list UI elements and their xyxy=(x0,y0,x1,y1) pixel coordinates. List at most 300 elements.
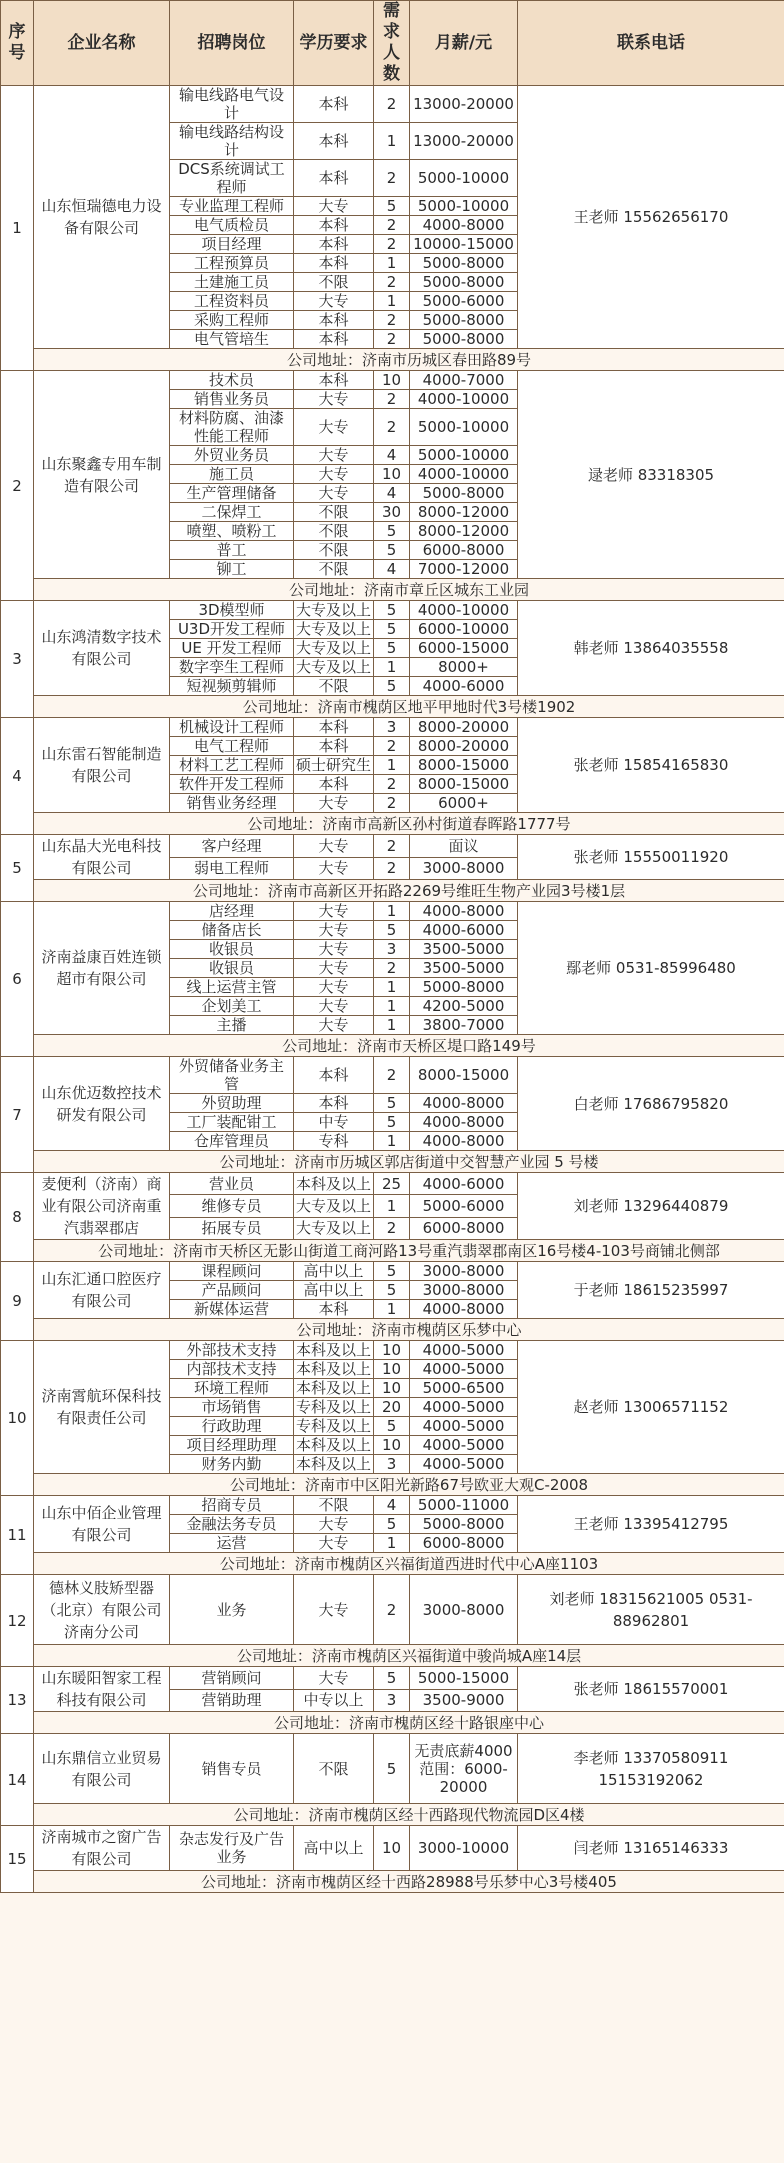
job-salary: 6000-10000 xyxy=(410,620,518,639)
job-education: 本科 xyxy=(294,311,374,330)
job-education: 大专 xyxy=(294,997,374,1016)
job-count: 5 xyxy=(374,677,410,696)
job-education: 专科 xyxy=(294,1132,374,1151)
job-count: 30 xyxy=(374,503,410,522)
job-salary: 4000-6000 xyxy=(410,677,518,696)
job-salary: 8000-15000 xyxy=(410,756,518,775)
job-education: 本科及以上 xyxy=(294,1455,374,1474)
company-seq: 5 xyxy=(1,835,34,902)
company-address: 公司地址：济南市槐荫区经十路银座中心 xyxy=(34,1712,784,1734)
job-title: 电气质检员 xyxy=(170,216,294,235)
job-salary: 5000-15000 xyxy=(410,1667,518,1690)
header-position: 招聘岗位 xyxy=(170,1,294,86)
job-title: 产品顾问 xyxy=(170,1281,294,1300)
job-count: 2 xyxy=(374,86,410,123)
job-education: 本科及以上 xyxy=(294,1360,374,1379)
job-education: 大专 xyxy=(294,1575,374,1645)
company-contact: 于老师 18615235997 xyxy=(518,1262,784,1319)
job-education: 大专 xyxy=(294,1016,374,1035)
job-salary: 4000-8000 xyxy=(410,1113,518,1132)
job-title: 营销助理 xyxy=(170,1689,294,1712)
company-address: 公司地址：济南市槐荫区兴福街道西进时代中心A座1103 xyxy=(34,1553,784,1575)
job-salary: 13000-20000 xyxy=(410,123,518,160)
company-name: 德林义肢矫型器（北京）有限公司济南分公司 xyxy=(34,1575,170,1645)
job-title: 普工 xyxy=(170,541,294,560)
job-title: 储备店长 xyxy=(170,921,294,940)
job-education: 本科 xyxy=(294,775,374,794)
company-address: 公司地址：济南市槐荫区经十西路现代物流园D区4楼 xyxy=(34,1804,784,1826)
job-count: 3 xyxy=(374,1455,410,1474)
job-title: 企划美工 xyxy=(170,997,294,1016)
company-name: 山东暖阳智家工程科技有限公司 xyxy=(34,1667,170,1712)
address-row xyxy=(1,813,784,835)
job-title: 项目经理助理 xyxy=(170,1436,294,1455)
job-salary: 4000-5000 xyxy=(410,1455,518,1474)
job-title: 短视频剪辑师 xyxy=(170,677,294,696)
job-education: 不限 xyxy=(294,677,374,696)
job-count: 5 xyxy=(374,522,410,541)
job-count: 1 xyxy=(374,292,410,311)
job-education: 大专 xyxy=(294,794,374,813)
job-title: 二保焊工 xyxy=(170,503,294,522)
job-education: 本科及以上 xyxy=(294,1436,374,1455)
company-contact: 闫老师 13165146333 xyxy=(518,1826,784,1871)
company-name: 山东中佰企业管理有限公司 xyxy=(34,1496,170,1553)
job-education: 大专 xyxy=(294,835,374,858)
job-salary: 5000-10000 xyxy=(410,446,518,465)
job-education: 本科 xyxy=(294,1300,374,1319)
job-count: 20 xyxy=(374,1398,410,1417)
job-count: 5 xyxy=(374,639,410,658)
job-salary: 5000-8000 xyxy=(410,1515,518,1534)
job-count: 2 xyxy=(374,160,410,197)
job-education: 大专 xyxy=(294,978,374,997)
address-row xyxy=(1,1151,784,1173)
company-address: 公司地址：济南市历城区郭店街道中交智慧产业园 5 号楼 xyxy=(34,1151,784,1173)
address-row xyxy=(1,1240,784,1262)
job-title: U3D开发工程师 xyxy=(170,620,294,639)
job-count: 10 xyxy=(374,1341,410,1360)
job-salary: 6000-15000 xyxy=(410,639,518,658)
job-count: 5 xyxy=(374,1667,410,1690)
header-seq: 序号 xyxy=(1,1,34,86)
job-salary: 4200-5000 xyxy=(410,997,518,1016)
job-salary: 7000-12000 xyxy=(410,560,518,579)
job-education: 大专 xyxy=(294,959,374,978)
company-address: 公司地址：济南市槐荫区乐梦中心 xyxy=(34,1319,784,1341)
job-row xyxy=(1,1667,784,1690)
job-title: 项目经理 xyxy=(170,235,294,254)
company-address: 公司地址：济南市天桥区堤口路149号 xyxy=(34,1035,784,1057)
company-seq: 2 xyxy=(1,371,34,601)
job-title: 材料防腐、油漆性能工程师 xyxy=(170,409,294,446)
job-count: 2 xyxy=(374,959,410,978)
address-row xyxy=(1,1474,784,1496)
job-education: 大专及以上 xyxy=(294,620,374,639)
job-education: 大专 xyxy=(294,1667,374,1690)
job-education: 专科及以上 xyxy=(294,1417,374,1436)
job-salary: 6000+ xyxy=(410,794,518,813)
company-contact: 刘老师 18315621005 0531-88962801 xyxy=(518,1575,784,1645)
job-education: 大专 xyxy=(294,1534,374,1553)
job-salary: 3000-8000 xyxy=(410,1575,518,1645)
job-title: 课程顾问 xyxy=(170,1262,294,1281)
job-salary: 4000-8000 xyxy=(410,1094,518,1113)
company-seq: 11 xyxy=(1,1496,34,1575)
company-seq: 15 xyxy=(1,1826,34,1893)
job-count: 2 xyxy=(374,1217,410,1239)
company-contact: 李老师 13370580911 15153192062 xyxy=(518,1734,784,1804)
job-count: 4 xyxy=(374,446,410,465)
job-salary: 8000-12000 xyxy=(410,522,518,541)
job-salary: 5000-11000 xyxy=(410,1496,518,1515)
job-education: 中专以上 xyxy=(294,1689,374,1712)
job-salary: 10000-15000 xyxy=(410,235,518,254)
job-salary: 6000-8000 xyxy=(410,541,518,560)
job-education: 大专及以上 xyxy=(294,601,374,620)
job-row xyxy=(1,1496,784,1515)
job-title: 营销顾问 xyxy=(170,1667,294,1690)
job-count: 1 xyxy=(374,1132,410,1151)
job-education: 大专 xyxy=(294,940,374,959)
job-education: 本科 xyxy=(294,1057,374,1094)
job-count: 5 xyxy=(374,1262,410,1281)
job-education: 大专 xyxy=(294,292,374,311)
job-title: 财务内勤 xyxy=(170,1455,294,1474)
company-address: 公司地址：济南市中区阳光新路67号欧亚大观C-2008 xyxy=(34,1474,784,1496)
job-education: 大专 xyxy=(294,921,374,940)
job-title: 生产管理储备 xyxy=(170,484,294,503)
job-count: 10 xyxy=(374,1379,410,1398)
job-title: 喷塑、喷粉工 xyxy=(170,522,294,541)
job-title: 线上运营主管 xyxy=(170,978,294,997)
company-name: 山东优迈数控技术研发有限公司 xyxy=(34,1057,170,1151)
job-title: 工程资料员 xyxy=(170,292,294,311)
job-salary: 5000-8000 xyxy=(410,484,518,503)
job-count: 1 xyxy=(374,1195,410,1217)
address-row xyxy=(1,1553,784,1575)
job-title: 机械设计工程师 xyxy=(170,718,294,737)
company-seq: 13 xyxy=(1,1667,34,1734)
job-title: 销售业务经理 xyxy=(170,794,294,813)
job-count: 2 xyxy=(374,1575,410,1645)
job-title: 新媒体运营 xyxy=(170,1300,294,1319)
job-title: 运营 xyxy=(170,1534,294,1553)
job-count: 5 xyxy=(374,601,410,620)
job-education: 大专及以上 xyxy=(294,639,374,658)
job-count: 5 xyxy=(374,921,410,940)
job-salary: 3500-9000 xyxy=(410,1689,518,1712)
job-count: 3 xyxy=(374,1689,410,1712)
job-salary: 8000-20000 xyxy=(410,718,518,737)
job-count: 2 xyxy=(374,835,410,858)
company-seq: 7 xyxy=(1,1057,34,1173)
job-count: 2 xyxy=(374,775,410,794)
company-address: 公司地址：济南市天桥区无影山街道工商河路13号重汽翡翠郡南区16号楼4-103号商铺北侧部 xyxy=(34,1240,784,1262)
job-salary: 4000-10000 xyxy=(410,390,518,409)
job-title: 输电线路电气设计 xyxy=(170,86,294,123)
job-count: 10 xyxy=(374,1826,410,1871)
job-education: 大专 xyxy=(294,857,374,880)
job-salary: 4000-8000 xyxy=(410,1300,518,1319)
job-title: 内部技术支持 xyxy=(170,1360,294,1379)
company-name: 济南城市之窗广告有限公司 xyxy=(34,1826,170,1871)
company-seq: 1 xyxy=(1,86,34,371)
company-address: 公司地址：济南市槐荫区兴福街道中骏尚城A座14层 xyxy=(34,1645,784,1667)
job-education: 大专 xyxy=(294,409,374,446)
job-count: 5 xyxy=(374,1734,410,1804)
company-contact: 张老师 15550011920 xyxy=(518,835,784,880)
job-count: 10 xyxy=(374,1436,410,1455)
job-education: 不限 xyxy=(294,560,374,579)
job-salary: 8000-20000 xyxy=(410,737,518,756)
job-title: 店经理 xyxy=(170,902,294,921)
job-salary: 3500-5000 xyxy=(410,940,518,959)
job-count: 10 xyxy=(374,465,410,484)
job-row xyxy=(1,1575,784,1645)
job-title: 3D模型师 xyxy=(170,601,294,620)
job-title: 收银员 xyxy=(170,959,294,978)
company-seq: 4 xyxy=(1,718,34,835)
job-row xyxy=(1,902,784,921)
job-title: DCS系统调试工程师 xyxy=(170,160,294,197)
job-count: 5 xyxy=(374,1281,410,1300)
job-title: 工程预算员 xyxy=(170,254,294,273)
company-name: 山东恒瑞德电力设备有限公司 xyxy=(34,86,170,349)
job-salary: 5000-6000 xyxy=(410,1195,518,1217)
job-count: 2 xyxy=(374,216,410,235)
header-education: 学历要求 xyxy=(294,1,374,86)
job-education: 大专 xyxy=(294,446,374,465)
job-salary: 6000-8000 xyxy=(410,1534,518,1553)
job-salary: 5000-8000 xyxy=(410,978,518,997)
job-title: 业务 xyxy=(170,1575,294,1645)
company-name: 山东雷石智能制造有限公司 xyxy=(34,718,170,813)
job-count: 10 xyxy=(374,371,410,390)
job-education: 大专 xyxy=(294,1515,374,1534)
company-seq: 8 xyxy=(1,1173,34,1262)
job-title: UE 开发工程师 xyxy=(170,639,294,658)
job-row xyxy=(1,601,784,620)
job-row xyxy=(1,86,784,123)
job-count: 2 xyxy=(374,311,410,330)
job-title: 行政助理 xyxy=(170,1417,294,1436)
job-count: 5 xyxy=(374,620,410,639)
job-title: 弱电工程师 xyxy=(170,857,294,880)
job-count: 1 xyxy=(374,1300,410,1319)
job-salary: 3000-8000 xyxy=(410,1262,518,1281)
job-education: 本科 xyxy=(294,86,374,123)
job-education: 不限 xyxy=(294,541,374,560)
job-count: 5 xyxy=(374,1113,410,1132)
job-salary: 6000-8000 xyxy=(410,1217,518,1239)
job-education: 本科 xyxy=(294,718,374,737)
job-count: 1 xyxy=(374,123,410,160)
job-salary: 5000-8000 xyxy=(410,311,518,330)
job-education: 本科 xyxy=(294,216,374,235)
job-salary: 3500-5000 xyxy=(410,959,518,978)
job-salary: 4000-10000 xyxy=(410,465,518,484)
job-row xyxy=(1,371,784,390)
company-contact: 鄢老师 0531-85996480 xyxy=(518,902,784,1035)
job-title: 外贸助理 xyxy=(170,1094,294,1113)
job-education: 本科 xyxy=(294,1094,374,1113)
job-row xyxy=(1,1734,784,1804)
company-address: 公司地址：济南市章丘区城东工业园 xyxy=(34,579,784,601)
job-salary: 5000-6500 xyxy=(410,1379,518,1398)
job-row xyxy=(1,1173,784,1195)
job-title: 金融法务专员 xyxy=(170,1515,294,1534)
company-address: 公司地址：济南市槐荫区经十西路28988号乐梦中心3号楼405 xyxy=(34,1871,784,1893)
job-title: 电气管培生 xyxy=(170,330,294,349)
job-count: 2 xyxy=(374,330,410,349)
job-row xyxy=(1,1057,784,1094)
job-salary: 面议 xyxy=(410,835,518,858)
job-education: 不限 xyxy=(294,522,374,541)
job-education: 专科及以上 xyxy=(294,1398,374,1417)
company-name: 山东汇通口腔医疗有限公司 xyxy=(34,1262,170,1319)
job-title: 施工员 xyxy=(170,465,294,484)
job-count: 5 xyxy=(374,1417,410,1436)
job-salary: 8000-15000 xyxy=(410,1057,518,1094)
job-count: 1 xyxy=(374,978,410,997)
company-contact: 张老师 18615570001 xyxy=(518,1667,784,1712)
company-name: 山东晶大光电科技有限公司 xyxy=(34,835,170,880)
company-seq: 9 xyxy=(1,1262,34,1341)
job-salary: 3000-10000 xyxy=(410,1826,518,1871)
job-education: 大专 xyxy=(294,484,374,503)
job-salary: 5000-10000 xyxy=(410,197,518,216)
company-seq: 14 xyxy=(1,1734,34,1826)
company-name: 山东鼎信立业贸易有限公司 xyxy=(34,1734,170,1804)
job-count: 4 xyxy=(374,484,410,503)
job-education: 大专及以上 xyxy=(294,1217,374,1239)
job-salary: 4000-5000 xyxy=(410,1417,518,1436)
job-title: 客户经理 xyxy=(170,835,294,858)
company-name: 济南益康百姓连锁超市有限公司 xyxy=(34,902,170,1035)
job-salary: 8000-12000 xyxy=(410,503,518,522)
job-count: 1 xyxy=(374,756,410,775)
address-row xyxy=(1,1035,784,1057)
company-contact: 逯老师 83318305 xyxy=(518,371,784,579)
job-count: 1 xyxy=(374,1016,410,1035)
job-education: 本科及以上 xyxy=(294,1379,374,1398)
job-title: 市场销售 xyxy=(170,1398,294,1417)
job-education: 高中以上 xyxy=(294,1262,374,1281)
company-name: 济南霄航环保科技有限责任公司 xyxy=(34,1341,170,1474)
address-row xyxy=(1,880,784,902)
job-count: 2 xyxy=(374,273,410,292)
job-salary: 4000-5000 xyxy=(410,1360,518,1379)
job-count: 1 xyxy=(374,1534,410,1553)
job-title: 维修专员 xyxy=(170,1195,294,1217)
job-title: 土建施工员 xyxy=(170,273,294,292)
job-salary: 5000-8000 xyxy=(410,330,518,349)
job-title: 营业员 xyxy=(170,1173,294,1195)
job-title: 软件开发工程师 xyxy=(170,775,294,794)
job-count: 5 xyxy=(374,1094,410,1113)
job-salary: 4000-8000 xyxy=(410,1132,518,1151)
job-salary: 4000-8000 xyxy=(410,216,518,235)
job-education: 大专 xyxy=(294,902,374,921)
job-salary: 5000-8000 xyxy=(410,254,518,273)
company-contact: 王老师 13395412795 xyxy=(518,1496,784,1553)
company-address: 公司地址：济南市高新区孙村街道春晖路1777号 xyxy=(34,813,784,835)
job-title: 采购工程师 xyxy=(170,311,294,330)
address-row xyxy=(1,1871,784,1893)
job-salary: 3000-8000 xyxy=(410,857,518,880)
job-salary: 4000-7000 xyxy=(410,371,518,390)
job-education: 不限 xyxy=(294,503,374,522)
job-row xyxy=(1,1262,784,1281)
job-education: 本科 xyxy=(294,330,374,349)
company-contact: 韩老师 13864035558 xyxy=(518,601,784,696)
job-count: 1 xyxy=(374,997,410,1016)
job-education: 大专及以上 xyxy=(294,658,374,677)
job-title: 仓库管理员 xyxy=(170,1132,294,1151)
job-education: 本科及以上 xyxy=(294,1173,374,1195)
job-title: 技术员 xyxy=(170,371,294,390)
job-count: 1 xyxy=(374,658,410,677)
header-row xyxy=(1,1,784,86)
job-count: 2 xyxy=(374,390,410,409)
job-education: 大专及以上 xyxy=(294,1195,374,1217)
job-title: 专业监理工程师 xyxy=(170,197,294,216)
job-education: 本科 xyxy=(294,737,374,756)
company-seq: 10 xyxy=(1,1341,34,1496)
job-count: 3 xyxy=(374,940,410,959)
job-count: 4 xyxy=(374,1496,410,1515)
job-count: 2 xyxy=(374,409,410,446)
company-address: 公司地址：济南市历城区春田路89号 xyxy=(34,349,784,371)
address-row xyxy=(1,1712,784,1734)
job-education: 中专 xyxy=(294,1113,374,1132)
job-salary: 4000-8000 xyxy=(410,902,518,921)
job-salary: 4000-5000 xyxy=(410,1341,518,1360)
job-count: 5 xyxy=(374,541,410,560)
job-salary: 4000-5000 xyxy=(410,1398,518,1417)
job-education: 本科及以上 xyxy=(294,1341,374,1360)
job-salary: 8000+ xyxy=(410,658,518,677)
address-row xyxy=(1,1645,784,1667)
job-count: 25 xyxy=(374,1173,410,1195)
job-row xyxy=(1,1826,784,1871)
job-salary: 3800-7000 xyxy=(410,1016,518,1035)
address-row xyxy=(1,1319,784,1341)
job-title: 招商专员 xyxy=(170,1496,294,1515)
company-contact: 张老师 15854165830 xyxy=(518,718,784,813)
company-seq: 3 xyxy=(1,601,34,718)
header-salary: 月薪/元 xyxy=(410,1,518,86)
job-salary: 5000-6000 xyxy=(410,292,518,311)
job-row xyxy=(1,718,784,737)
company-contact: 刘老师 13296440879 xyxy=(518,1173,784,1240)
company-name: 山东聚鑫专用车制造有限公司 xyxy=(34,371,170,579)
company-address: 公司地址：济南市高新区开拓路2269号维旺生物产业园3号楼1层 xyxy=(34,880,784,902)
company-address: 公司地址：济南市槐荫区地平甲地时代3号楼1902 xyxy=(34,696,784,718)
job-row xyxy=(1,835,784,858)
company-contact: 王老师 15562656170 xyxy=(518,86,784,349)
job-count: 5 xyxy=(374,1515,410,1534)
job-title: 销售专员 xyxy=(170,1734,294,1804)
job-count: 10 xyxy=(374,1360,410,1379)
job-salary: 4000-5000 xyxy=(410,1436,518,1455)
company-seq: 12 xyxy=(1,1575,34,1667)
job-title: 输电线路结构设计 xyxy=(170,123,294,160)
job-education: 不限 xyxy=(294,1734,374,1804)
job-salary: 5000-10000 xyxy=(410,160,518,197)
company-name: 麦便利（济南）商业有限公司济南重汽翡翠郡店 xyxy=(34,1173,170,1240)
